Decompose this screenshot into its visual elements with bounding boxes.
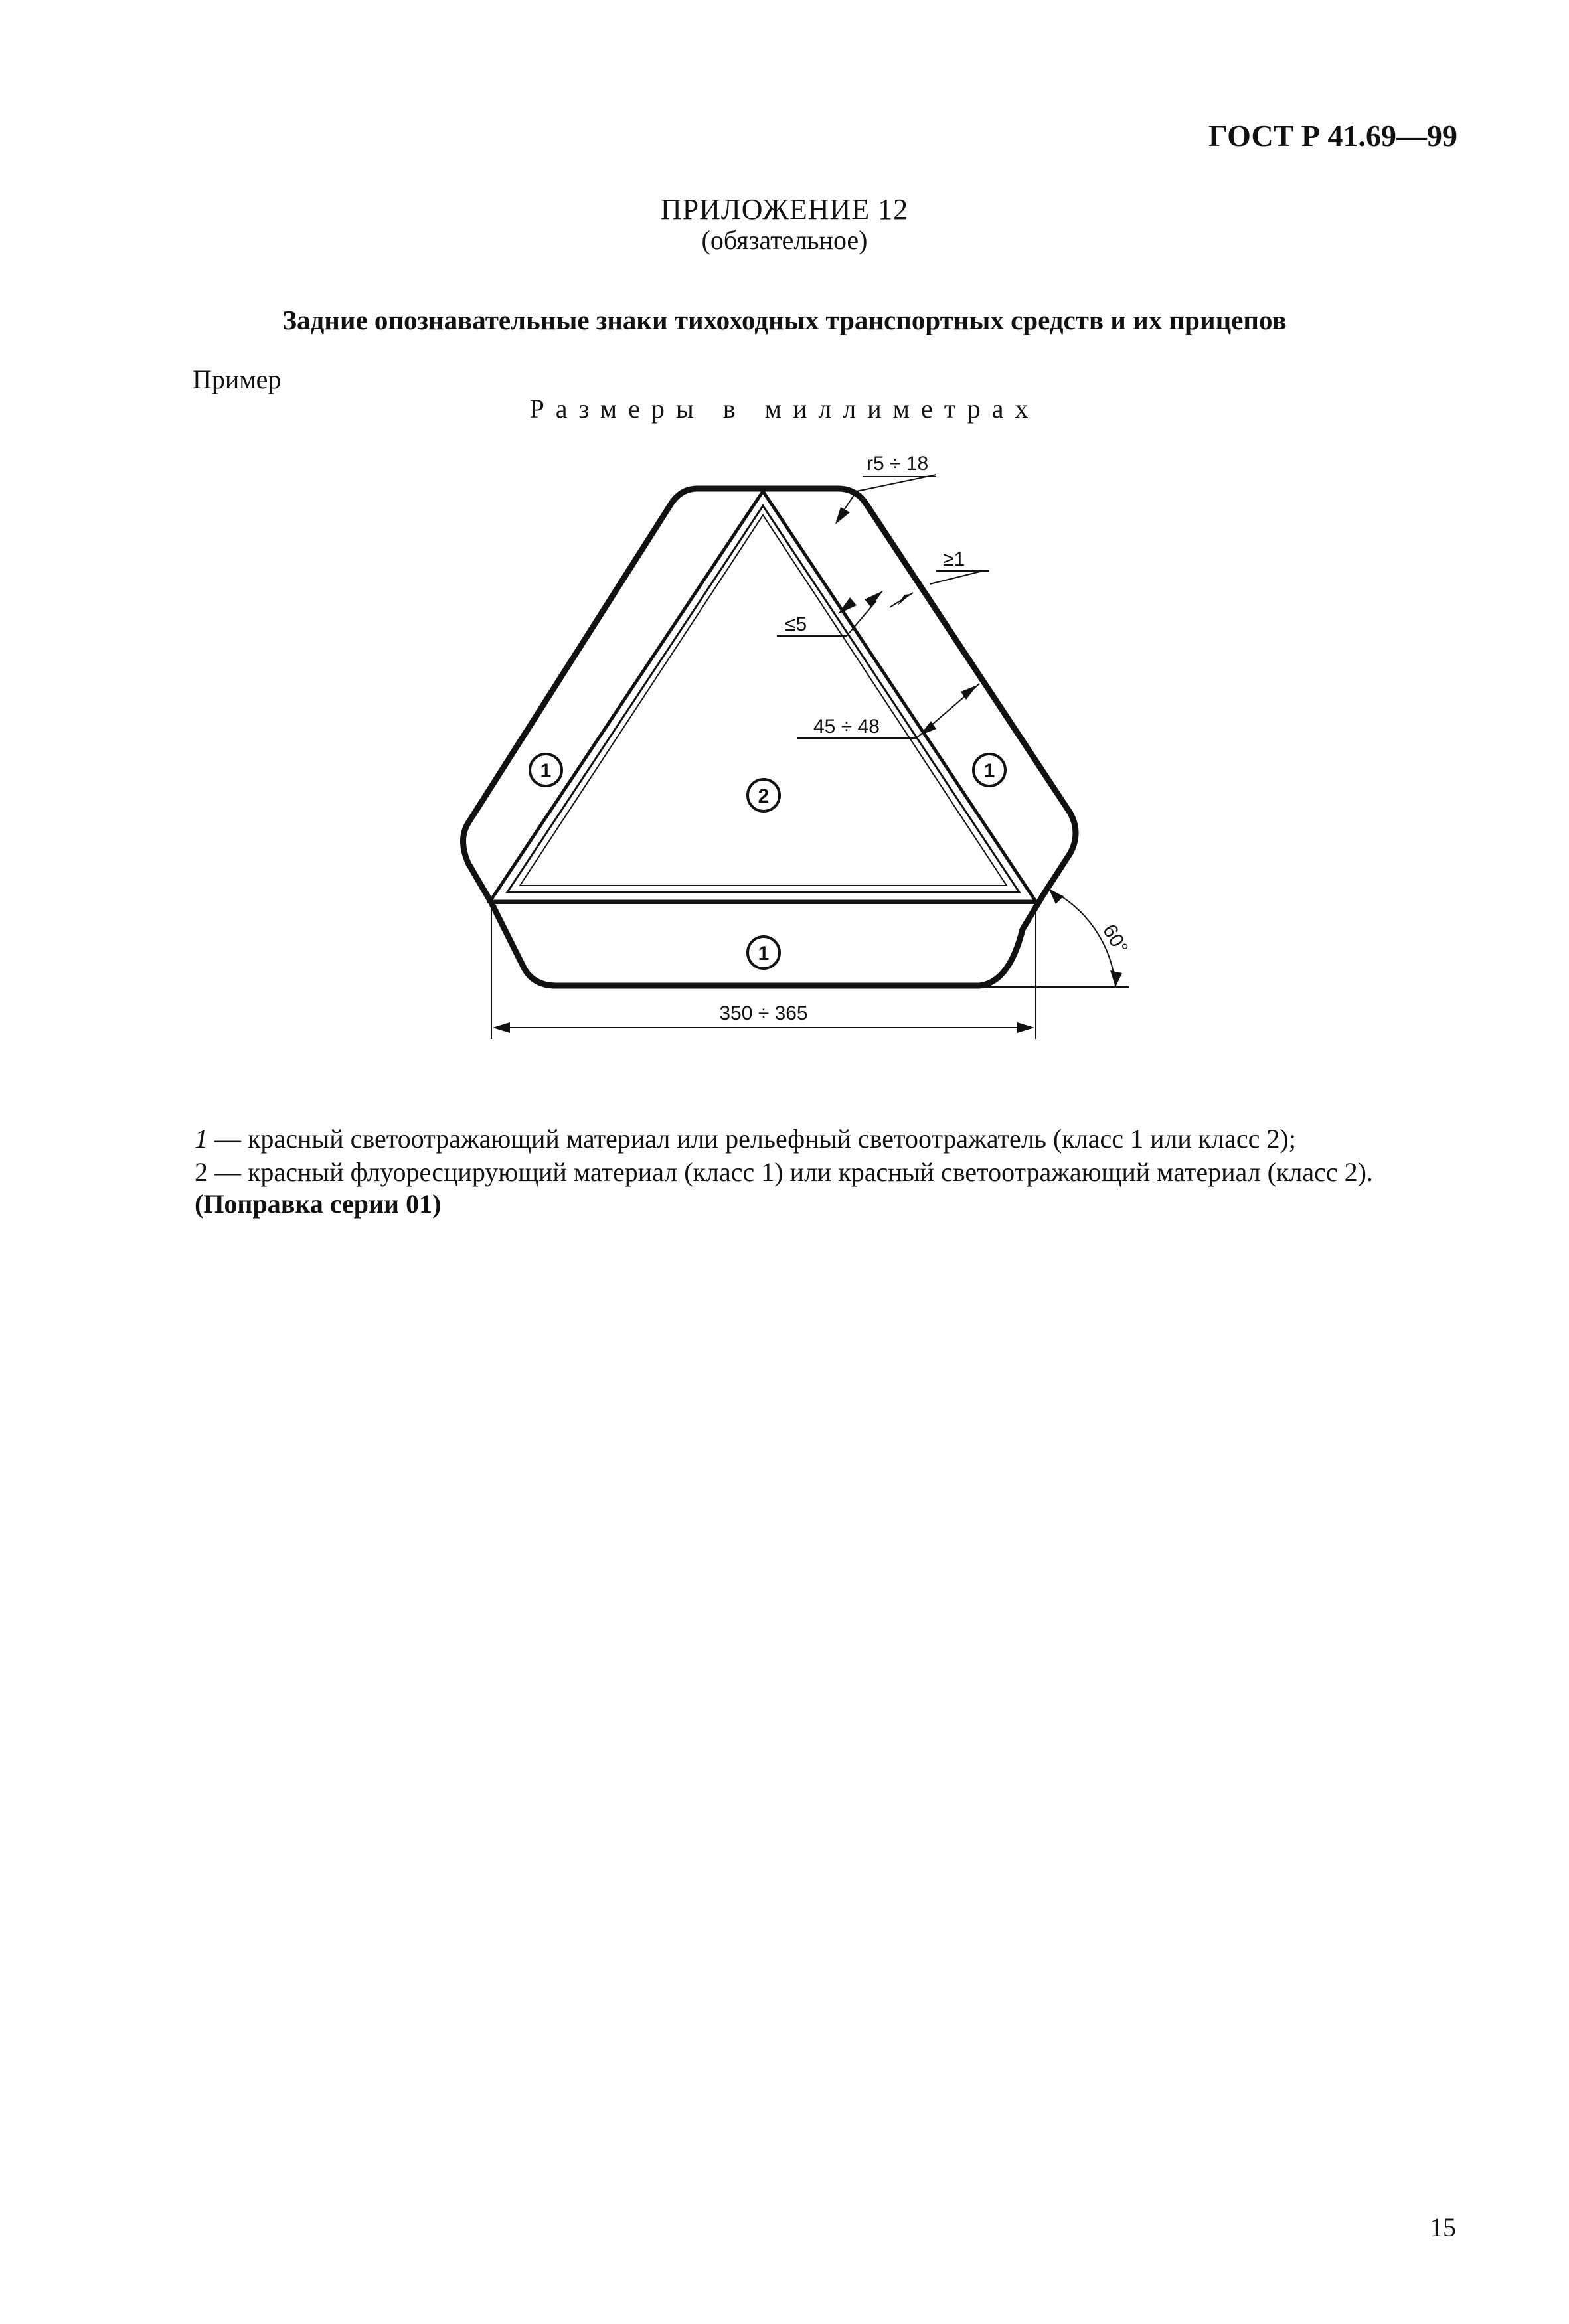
standard-designation: ГОСТ Р 41.69—99 [1208,119,1457,153]
dim-band-text: 45 ÷ 48 [813,716,880,737]
zone-label-1-bottom [748,937,780,968]
dim-angle-text: 60° [1098,921,1133,958]
appendix-title: ПРИЛОЖЕНИЕ 12 [660,193,909,226]
sign-drawing [0,0,1569,1075]
example-label: Пример [193,364,282,394]
svg-text:1: 1 [758,943,770,965]
svg-text:1: 1 [983,760,995,782]
dim-base-text: 350 ÷ 365 [719,1002,808,1024]
dim-radius-text: r5 ÷ 18 [867,453,929,475]
dimensions-note: Размеры в миллиметрах [529,394,1040,424]
zone-label-1-left [530,754,562,786]
legend-item-1-text: — красный светоотражающий материал или рельефный светоотражатель (класс 1 или класс 2); [208,1124,1296,1154]
dim-border-text: ≤5 [785,613,807,635]
svg-text:2: 2 [758,785,770,807]
legend-item-1-number: 1 [195,1124,208,1154]
zone-label-2 [748,779,780,811]
legend-item-2: 2 — красный флуоресцирующий материал (класс 1) или красный светоотражающий материал (класс 2). [195,1157,1373,1187]
page-number: 15 [1430,2212,1456,2242]
dim-gap-text: ≥1 [943,548,965,570]
svg-text:1: 1 [540,760,552,782]
amendment-note: (Поправка серии 01) [195,1189,442,1219]
zone-label-1-right [973,754,1005,786]
legend-item-1 [195,1123,1296,1154]
appendix-status: (обязательное) [701,225,868,255]
outer-plate-outline [463,489,1076,986]
section-title: Задние опознавательные знаки тихоходных транспортных средств и их прицепов [282,305,1287,335]
